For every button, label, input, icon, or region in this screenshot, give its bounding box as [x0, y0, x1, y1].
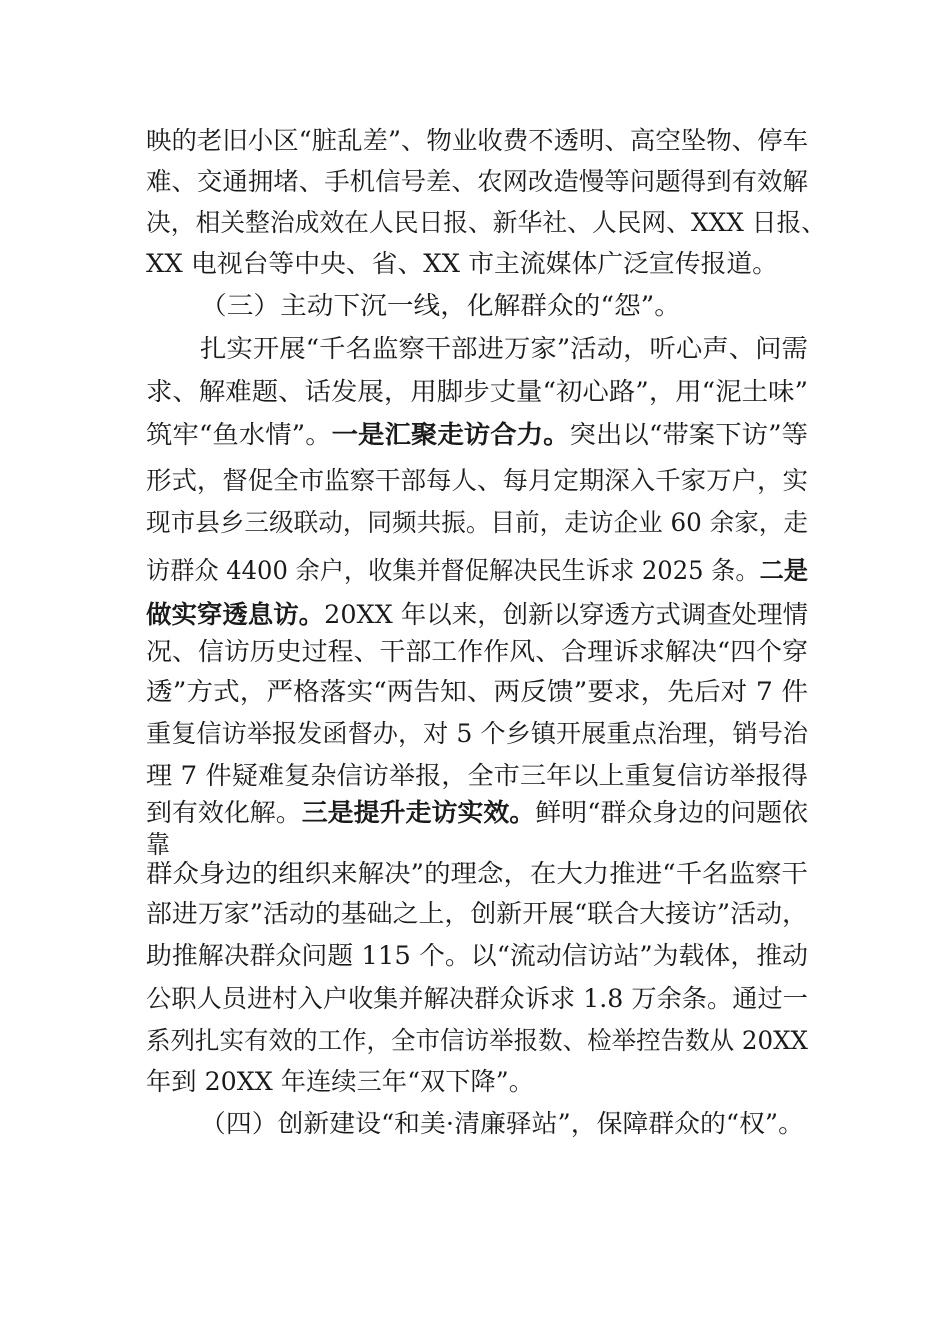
text-line	[146, 941, 808, 971]
text-segment: 鲜明“群众身边的问题依	[535, 798, 809, 827]
text-segment: 部进万家”活动的基础之上，创新开展“联合大接访”活动，	[146, 899, 808, 928]
text-segment: （三）主动下沉一线，化解群众的“怨”。	[200, 291, 681, 320]
text-line	[146, 1067, 534, 1097]
text-segment: （四）创新建设“和美·清廉驿站”，保障群众的“权”。	[200, 1109, 804, 1138]
text-segment: 求、解难题、话发展，用脚步丈量“初心路”，用“泥土味”	[146, 377, 809, 406]
text-segment: 重复信访举报发函督办，对 5 个乡镇开展重点治理，销号治	[146, 719, 809, 748]
text-segment: 突出以“带案下访”等	[569, 420, 809, 449]
bold-phrase: 做实穿透息访。	[146, 600, 325, 629]
bold-phrase: 一是汇聚走访合力。	[331, 420, 570, 449]
text-line	[200, 291, 681, 321]
text-line	[146, 798, 808, 828]
text-line	[146, 899, 808, 929]
text-segment: 助推解决群众问题 115 个。以“流动信访站”为载体，推动	[146, 941, 809, 970]
text-segment: 难、交通拥堵、手机信号差、农网改造慢等问题得到有效解	[146, 167, 808, 196]
text-line	[146, 600, 808, 630]
text-segment: 系列扎实有效的工作，全市信访举报数、检举控告数从 20XX	[146, 1026, 808, 1055]
text-line	[146, 677, 808, 707]
text-line	[200, 1109, 804, 1139]
text-line	[146, 508, 808, 538]
text-segment: 20XX 年以来，创新以穿透方式调查处理情	[324, 600, 809, 629]
text-segment: 扎实开展“千名监察干部进万家”活动，听心声、问需	[200, 334, 808, 363]
text-line	[146, 859, 808, 889]
text-line	[146, 208, 826, 238]
text-line	[146, 556, 808, 586]
text-segment: 现市县乡三级联动，同频共振。目前，走访企业 60 余家，走	[146, 508, 809, 537]
text-segment: 群众身边的组织来解决”的理念，在大力推进“千名监察干	[146, 859, 808, 888]
text-line	[146, 466, 808, 496]
text-segment: 况、信访历史过程、干部工作作风、合理诉求解决“四个穿	[146, 637, 808, 666]
text-segment: 靠	[146, 830, 170, 859]
text-segment: 形式，督促全市监察干部每人、每月定期深入千家万户，实	[146, 466, 808, 495]
text-segment: 筑牢“鱼水情”。	[146, 420, 332, 449]
text-segment: 映的老旧小区“脏乱差”、物业收费不透明、高空坠物、停车	[146, 126, 809, 155]
text-line	[146, 637, 808, 667]
text-segment: 访群众 4400 余户，收集并督促解决民生诉求 2025 条。	[146, 556, 760, 585]
bold-phrase: 二是	[759, 556, 808, 585]
text-line	[146, 761, 808, 791]
text-line	[146, 984, 808, 1014]
bold-phrase: 三是提升走访实效。	[301, 798, 536, 827]
text-segment: 公职人员进村入户收集并解决群众诉求 1.8 万余条。通过一	[146, 984, 809, 1013]
text-segment: 理 7 件疑难复杂信访举报，全市三年以上重复信访举报得	[146, 761, 809, 790]
text-line	[146, 1026, 808, 1056]
text-line	[200, 334, 808, 364]
text-segment: 决，相关整治成效在人民日报、新华社、人民网、XXX 日报、	[146, 208, 827, 237]
text-line	[146, 830, 170, 860]
text-line	[146, 167, 808, 197]
text-segment: 年到 20XX 年连续三年“双下降”。	[146, 1067, 534, 1096]
text-segment: XX 电视台等中央、省、XX 市主流媒体广泛宣传报道。	[146, 249, 778, 278]
text-segment: 到有效化解。	[146, 798, 302, 827]
text-line	[146, 126, 808, 156]
text-segment: 透”方式，严格落实“两告知、两反馈”要求，先后对 7 件	[146, 677, 809, 706]
text-line	[146, 420, 808, 450]
text-line	[146, 249, 778, 279]
text-line	[146, 719, 808, 749]
text-line	[146, 377, 808, 407]
